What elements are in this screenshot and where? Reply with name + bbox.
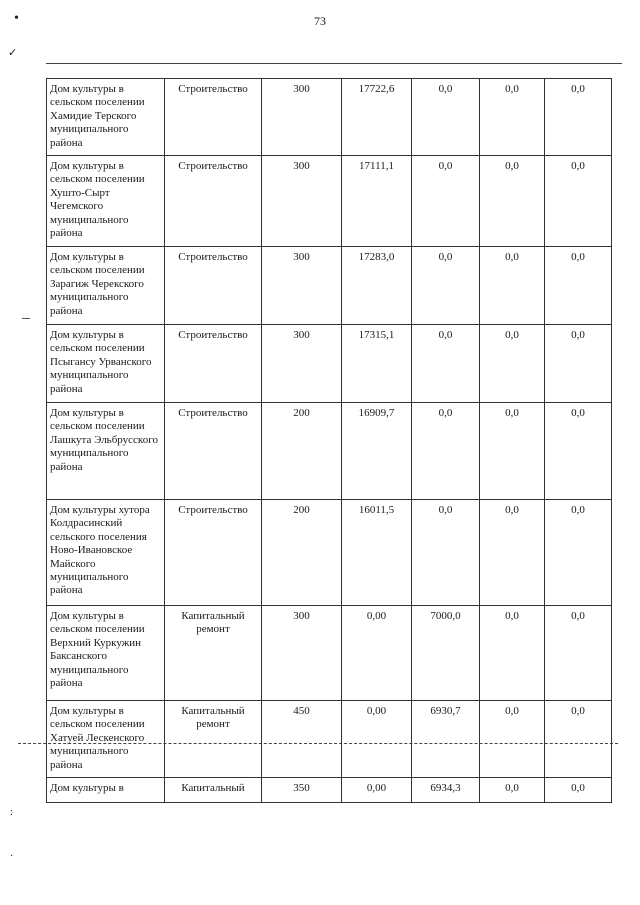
facility-name-cell: Дом культуры в сельском поселении Верхний Куркужин Баксанского муниципального района	[47, 606, 165, 701]
value-cell: 0,0	[480, 325, 545, 403]
facility-name-cell: Дом культуры хутора Колдрасинский сельского поселения Ново-Ивановское Майского муниципального района	[47, 500, 165, 606]
value-cell: 0,0	[480, 247, 545, 325]
value-cell: 6934,3	[412, 778, 480, 803]
value-cell: 0,0	[480, 403, 545, 500]
facility-name-cell: Дом культуры в	[47, 778, 165, 803]
value-cell: 0,0	[412, 79, 480, 156]
capacity-cell: 450	[262, 701, 342, 778]
value-cell: 0,0	[412, 247, 480, 325]
value-cell: 0,0	[545, 403, 612, 500]
facility-name-cell: Дом культуры в сельском поселении Зарагиж Черекского муниципального района	[47, 247, 165, 325]
capacity-cell: 350	[262, 778, 342, 803]
value-cell: 0,0	[545, 606, 612, 701]
value-cell: 0,0	[480, 79, 545, 156]
work-type-cell: Капитальный ремонт	[165, 701, 262, 778]
value-cell: 6930,7	[412, 701, 480, 778]
facility-name-cell: Дом культуры в сельском поселении Лашкута Эльбрусского муниципального района	[47, 403, 165, 500]
value-cell: 0,0	[412, 325, 480, 403]
value-cell: 0,0	[480, 606, 545, 701]
capacity-cell: 300	[262, 606, 342, 701]
top-rule	[46, 63, 622, 64]
table-row	[47, 403, 612, 500]
value-cell: 0,0	[480, 500, 545, 606]
scan-bullet-mark: •	[14, 11, 19, 26]
value-cell: 0,00	[342, 778, 412, 803]
value-cell: 0,0	[412, 403, 480, 500]
table-row	[47, 500, 612, 606]
value-cell: 0,0	[545, 79, 612, 156]
value-cell: 0,0	[480, 156, 545, 247]
value-cell: 7000,0	[412, 606, 480, 701]
table-row	[47, 156, 612, 247]
value-cell: 0,0	[545, 500, 612, 606]
capacity-cell: 300	[262, 79, 342, 156]
table-row	[47, 325, 612, 403]
work-type-cell: Капитальный	[165, 778, 262, 803]
value-cell: 0,0	[412, 500, 480, 606]
work-type-cell: Строительство	[165, 79, 262, 156]
table-row	[47, 606, 612, 701]
facility-name-cell: Дом культуры в сельском поселении Псыгансу Урванского муниципального района	[47, 325, 165, 403]
margin-dot: :	[10, 807, 13, 818]
value-cell: 0,0	[412, 156, 480, 247]
value-cell: 16909,7	[342, 403, 412, 500]
capacity-cell: 300	[262, 156, 342, 247]
facility-name-cell: Дом культуры в сельском поселении Хушто-Сырт Чегемского муниципального района	[47, 156, 165, 247]
table-row	[47, 247, 612, 325]
value-cell: 0,0	[480, 701, 545, 778]
work-type-cell: Строительство	[165, 156, 262, 247]
margin-tick	[22, 318, 30, 319]
value-cell: 0,0	[545, 156, 612, 247]
value-cell: 17283,0	[342, 247, 412, 325]
work-type-cell: Строительство	[165, 247, 262, 325]
value-cell: 0,0	[545, 701, 612, 778]
work-type-cell: Строительство	[165, 325, 262, 403]
scan-check-mark: ✓	[8, 47, 18, 59]
value-cell: 0,00	[342, 606, 412, 701]
table-row	[47, 701, 612, 778]
work-type-cell: Капитальный ремонт	[165, 606, 262, 701]
capacity-cell: 300	[262, 247, 342, 325]
capacity-cell: 300	[262, 325, 342, 403]
work-type-cell: Строительство	[165, 500, 262, 606]
value-cell: 17111,1	[342, 156, 412, 247]
page-number: 73	[314, 14, 326, 28]
value-cell: 0,00	[342, 701, 412, 778]
value-cell: 17315,1	[342, 325, 412, 403]
value-cell: 17722,6	[342, 79, 412, 156]
value-cell: 0,0	[545, 325, 612, 403]
facility-name-cell: Дом культуры в сельском поселении Хамидие Терского муниципального района	[47, 79, 165, 156]
table-row	[47, 778, 612, 803]
value-cell: 0,0	[480, 778, 545, 803]
facility-name-cell: Дом культуры в сельском поселении Хатуей Лескенского муниципального района	[47, 701, 165, 778]
capacity-cell: 200	[262, 500, 342, 606]
work-type-cell: Строительство	[165, 403, 262, 500]
value-cell: 0,0	[545, 778, 612, 803]
value-cell: 16011,5	[342, 500, 412, 606]
table-row	[47, 79, 612, 156]
capacity-cell: 200	[262, 403, 342, 500]
construction-plan-table	[46, 78, 612, 803]
margin-dot: ·	[10, 851, 14, 862]
value-cell: 0,0	[545, 247, 612, 325]
